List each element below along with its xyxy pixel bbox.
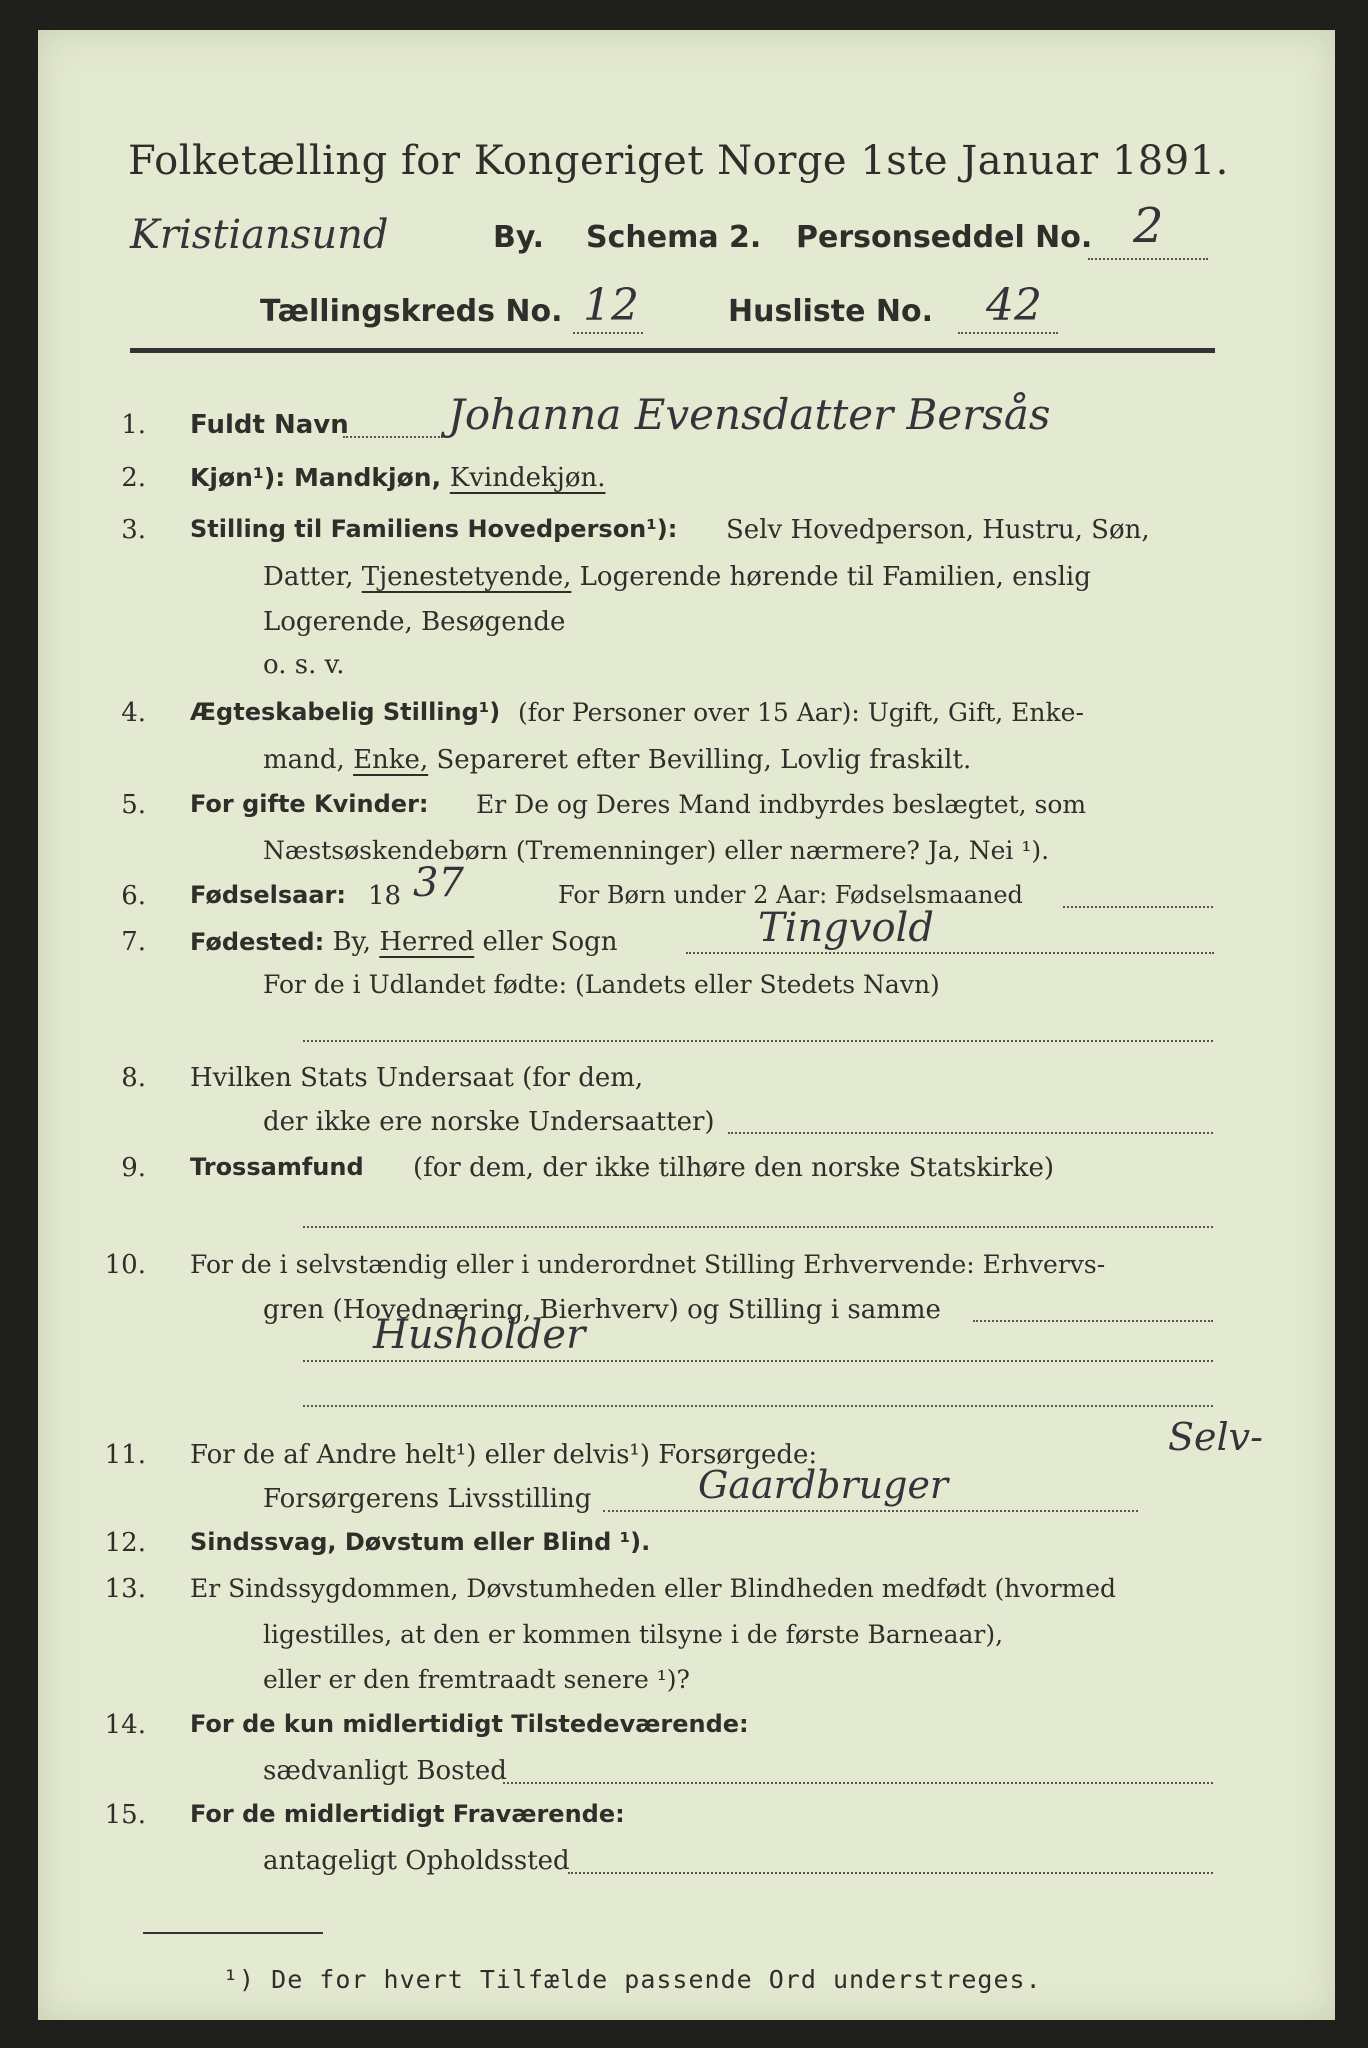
item-9-label: Trossamfund xyxy=(190,1153,364,1181)
item-6-label: Fødselsaar: xyxy=(190,881,346,909)
item-4-label: Ægteskabelig Stilling¹) xyxy=(190,698,501,726)
footnote: ¹) De for hvert Tilfælde passende Ord understreges. xyxy=(223,1965,1042,1994)
census-form: Folketælling for Kongeriget Norge 1ste Januar 1891. Kristiansund By. Schema 2. Personseddel No. 2 Tællingskreds No. 12 Husliste No. 42 1. Fuldt Navn Johanna Evensdatter Bersås 2. Kjøn¹): Mandkjøn, Kvindekjøn. 3. Stilling til Familiens Hovedperson¹): Selv Hovedperson, Hustru, Søn, Datter, Tjenestetyende, Logerende hørende til Familien, enslig Logerende, Besøgende o. s. v. 4. Ægteskabelig Stilling¹) (for Personer over 15 Aar): Ugift, Gift, Enke- mand, Enke, Separeret efter Bevilling, Lovlig fraskilt. 5. For gifte Kvinder: Er De og Deres Mand indbyrdes beslægtet, som Næstsøskendebørn (Tremenninger) eller nærmere? Ja, Nei ¹). 6. Fødselsaar: 18 37 For Børn under 2 Aar: Fødselsmaaned 7. Fødested: By, Herred eller Sogn Tingvold For de i Udlandet fødte: (Landets eller Stedets Navn) 8. Hvilken Stats Undersaat (for dem, der ikke ere norske Undersaatter) 9. Trossamfund (for dem, der ikke tilhøre den norske Statskirke) 10. For de i selvstændig eller i underordnet Stilling Erhvervende: Erhvervs- gren (Hovednæring, Bierhverv) og Stilling i samme Husholder 11. For de af Andre helt¹) eller delvis¹) Forsørgede: Selv- Forsørgerens Livsstilling Gaardbruger 12. Sindssvag, Døvstum eller Blind ¹). 13. Er Sindssygdommen, Døvstumheden eller Blindheden medfødt (hvormed ligestilles, at den er kommen tilsyne i de første Barneaar), eller er den fremtraadt senere ¹)? 14. For de kun midlertidigt Tilstedeværende: sædvanligt Bosted 15. For de midlertidigt Fraværende: antageligt Opholdssted ¹) De for hvert Tilfælde passende Ord understreges. xyxy=(38,30,1335,2020)
kreds-value: 12 xyxy=(583,280,639,331)
city-handwritten: Kristiansund xyxy=(130,212,389,258)
kreds-label: Tællingskreds No. xyxy=(260,294,563,329)
provider-occupation-value: Gaardbruger xyxy=(698,1463,949,1507)
header-rule xyxy=(130,348,1215,353)
occupation-value: Husholder xyxy=(373,1312,586,1358)
husliste-label: Husliste No. xyxy=(728,294,933,329)
footnote-rule xyxy=(143,1932,323,1934)
form-title: Folketælling for Kongeriget Norge 1ste Januar 1891. xyxy=(128,138,1229,184)
item-4-line2: mand, Enke, Separeret efter Bevilling, Lovlig fraskilt. xyxy=(263,745,972,775)
husliste-value: 42 xyxy=(986,280,1042,331)
full-name-value: Johanna Evensdatter Bersås xyxy=(448,390,1051,439)
enke-underlined: Enke, xyxy=(353,745,429,775)
birth-year-value: 37 xyxy=(413,860,464,906)
item-3-label: Stilling til Familiens Hovedperson¹): xyxy=(190,515,678,543)
kvindekjon-underlined: Kvindekjøn. xyxy=(449,463,606,493)
tjenestetyende-underlined: Tjenestetyende, xyxy=(361,562,572,592)
personseddel-label: Personseddel No. xyxy=(796,220,1093,255)
schema-label: Schema 2. xyxy=(586,220,762,255)
item-3-line2: Datter, Tjenestetyende, Logerende hørende til Familien, enslig xyxy=(263,562,1091,592)
by-label: By. xyxy=(493,220,545,255)
birthplace-value: Tingvold xyxy=(758,905,934,951)
item-5-label: For gifte Kvinder: xyxy=(190,790,429,818)
item-12-label: Sindssvag, Døvstum eller Blind ¹). xyxy=(190,1528,651,1556)
item-7-label: Fødested: By, Herred eller Sogn xyxy=(190,927,618,957)
supported-value: Selv- xyxy=(1168,1415,1263,1459)
item-2-label: Kjøn¹): Mandkjøn, Kvindekjøn. xyxy=(190,463,606,493)
personseddel-value: 2 xyxy=(1133,198,1164,254)
item-1-label: Fuldt Navn xyxy=(190,410,349,440)
